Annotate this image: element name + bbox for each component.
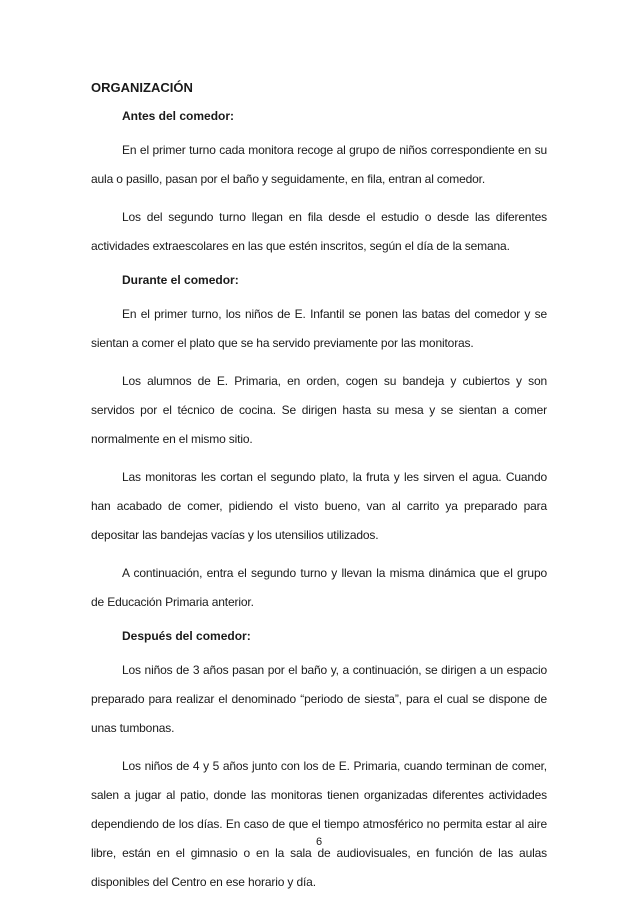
page-number: 6 [315, 836, 323, 848]
spacer [91, 97, 547, 107]
spacer [91, 261, 547, 271]
page-content [91, 78, 547, 897]
paragraph: En el primer turno, los niños de E. Infantil se ponen las batas del comedor y se sientan a comer el plato que se ha servido previamente por las monitoras. [91, 307, 547, 350]
section-title: ORGANIZACIÓN [91, 80, 193, 95]
spacer [91, 454, 547, 463]
spacer [91, 358, 547, 367]
spacer [91, 617, 547, 627]
subheading-durante: Durante el comedor: [122, 273, 239, 287]
spacer [91, 646, 547, 656]
paragraph: Los niños de 4 y 5 años junto con los de E. Primaria, cuando terminan de comer, salen a jugar al patio, donde las monitoras tienen organizadas diferentes actividades dependiendo de los días. En caso de que el tiempo atmosférico no permita estar al aire libre, están en el gimnasio o en la sala de audiovisuales, en función de las aulas disponibles del Centro en ese horario y día. [91, 759, 547, 889]
paragraph: Las monitoras les cortan el segundo plato, la fruta y les sirven el agua. Cuando han acabado de comer, pidiendo el visto bueno, van al carrito ya preparado para depositar las bandejas vacías y los utensilios utilizados. [91, 470, 547, 542]
spacer [91, 550, 547, 559]
paragraph: A continuación, entra el segundo turno y llevan la misma dinámica que el grupo de Educación Primaria anterior. [91, 566, 547, 609]
paragraph: Los alumnos de E. Primaria, en orden, cogen su bandeja y cubiertos y son servidos por el técnico de cocina. Se dirigen hasta su mesa y se sientan a comer normalmente en el mismo sitio. [91, 374, 547, 446]
subheading-antes: Antes del comedor: [122, 109, 235, 123]
paragraph: Los del segundo turno llegan en fila desde el estudio o desde las diferentes actividades extraescolares en las que estén inscritos, según el día de la semana. [91, 210, 547, 253]
paragraph: Los niños de 3 años pasan por el baño y, a continuación, se dirigen a un espacio preparado para realizar el denominado “periodo de siesta”, para el cual se dispone de unas tumbonas. [91, 663, 547, 735]
spacer [91, 194, 547, 203]
spacer [91, 743, 547, 752]
spacer [91, 290, 547, 300]
paragraph: En el primer turno cada monitora recoge al grupo de niños correspondiente en su aula o pasillo, pasan por el baño y seguidamente, en fila, entran al comedor. [91, 143, 547, 186]
subheading-despues: Después del comedor: [122, 629, 251, 643]
spacer [91, 126, 547, 136]
